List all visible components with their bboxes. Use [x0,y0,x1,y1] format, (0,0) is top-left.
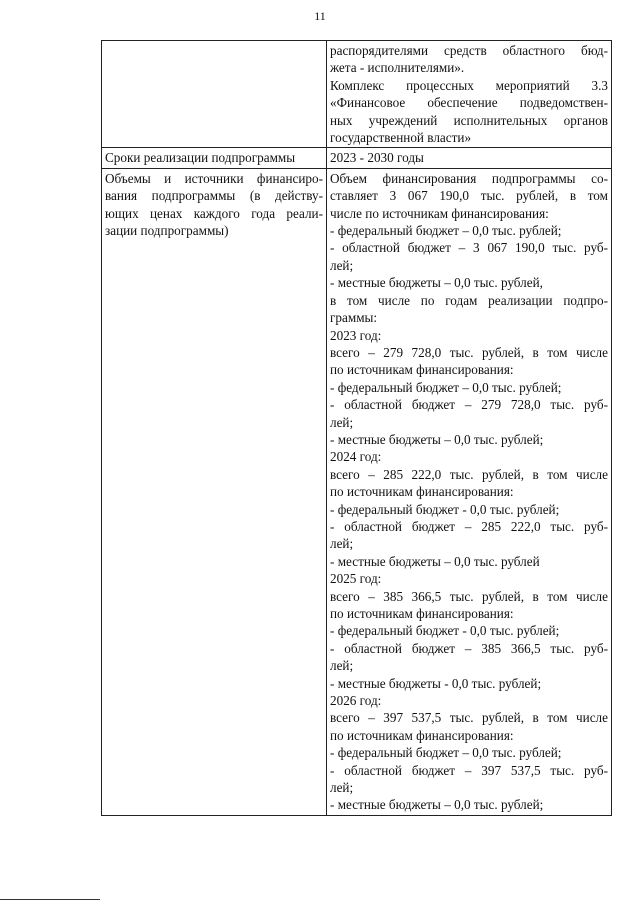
row-content-line: - областной бюджет – 385 366,5 тыс. руб- [330,640,608,656]
row-content-line: всего – 397 537,5 тыс. рублей, в том числе [330,710,608,726]
row-content-line: всего – 285 222,0 тыс. рублей, в том числе [330,466,608,482]
row-content-line: ставляет 3 067 190,0 тыс. рублей, в том [330,188,608,204]
row-content-line: - местные бюджеты – 0,0 тыс. рублей; [330,797,544,813]
row-content-line: в том числе по годам реализации подпро- [330,292,608,308]
row-label-line: Сроки реализации подпрограммы [105,150,296,166]
row-content-line: - федеральный бюджет - 0,0 тыс. рублей; [330,501,560,517]
row-content-line: - местные бюджеты – 0,0 тыс. рублей [330,553,540,569]
table-row [102,168,612,815]
row-content-line: лей; [330,257,354,273]
row-content-line: 2026 год: [330,693,382,709]
row-content-line: - местные бюджеты – 0,0 тыс. рублей; [330,431,544,447]
row-content-line: - областной бюджет – 3 067 190,0 тыс. руб- [330,240,608,256]
row-content-line: 2023 - 2030 годы [330,150,424,166]
row-content-line: - областной бюджет – 279 728,0 тыс. руб- [330,397,608,413]
row-content-line: всего – 279 728,0 тыс. рублей, в том числе [330,344,608,360]
page-number: 11 [314,9,326,23]
row-content-line: всего – 385 366,5 тыс. рублей, в том числе [330,588,608,604]
row-content-line: 2024 год: [330,449,382,465]
row-content-line: - областной бюджет – 285 222,0 тыс. руб- [330,518,608,534]
row-content-line: - федеральный бюджет – 0,0 тыс. рублей; [330,745,562,761]
row-label-line: Объемы и источники финансиро- [105,170,323,186]
table-row [102,41,612,148]
row-content-cell [327,148,612,168]
row-content-line: лей; [330,414,354,430]
row-content-line: Комплекс процессных мероприятий 3.3 [330,77,608,93]
row-content-line: «Финансовое обеспечение подведомствен- [330,95,608,111]
row-content-line: распорядителями средств областного бюд- [330,43,608,58]
row-content-line: - местные бюджеты – 0,0 тыс. рублей, [330,275,543,291]
row-label-line: вания подпрограммы (в действу- [105,188,323,204]
row-content-line: лей; [330,780,354,796]
row-content-line: - областной бюджет – 397 537,5 тыс. руб- [330,762,608,778]
row-content-cell [327,41,612,148]
row-label-line: ющих ценах каждого года реали- [105,205,323,221]
row-content-line: по источникам финансирования: [330,362,514,378]
row-label-cell [102,168,327,815]
row-content-line: 2025 год: [330,571,382,587]
row-content-line: лей; [330,536,354,552]
subprogram-passport-table [101,40,612,816]
row-label-line: зации подпрограммы) [105,223,229,239]
row-content-line: лей; [330,658,354,674]
row-content-line: - федеральный бюджет – 0,0 тыс. рублей; [330,223,562,239]
row-label-cell [102,148,327,168]
table-row [102,148,612,168]
row-content-cell [327,168,612,815]
row-content-line: 2023 год: [330,327,382,343]
row-content-line: ных учреждений исполнительных органов [330,112,608,128]
row-content-line: - местные бюджеты - 0,0 тыс. рублей; [330,675,542,691]
row-content-line: - федеральный бюджет – 0,0 тыс. рублей; [330,379,562,395]
footer-rule [0,899,100,900]
row-content-line: по источникам финансирования: [330,484,514,500]
row-content-line: числе по источникам финансирования: [330,205,549,221]
row-content-line: государственной власти» [330,130,472,146]
row-content-line: - федеральный бюджет - 0,0 тыс. рублей; [330,623,560,639]
row-content-line: по источникам финансирования: [330,606,514,621]
row-content-line: жета - исполнителями». [330,60,465,76]
row-content-line: граммы: [330,310,378,326]
row-label-cell [102,41,327,148]
row-content-line: Объем финансирования подпрограммы со- [330,170,608,186]
row-content-line: по источникам финансирования: [330,727,514,743]
